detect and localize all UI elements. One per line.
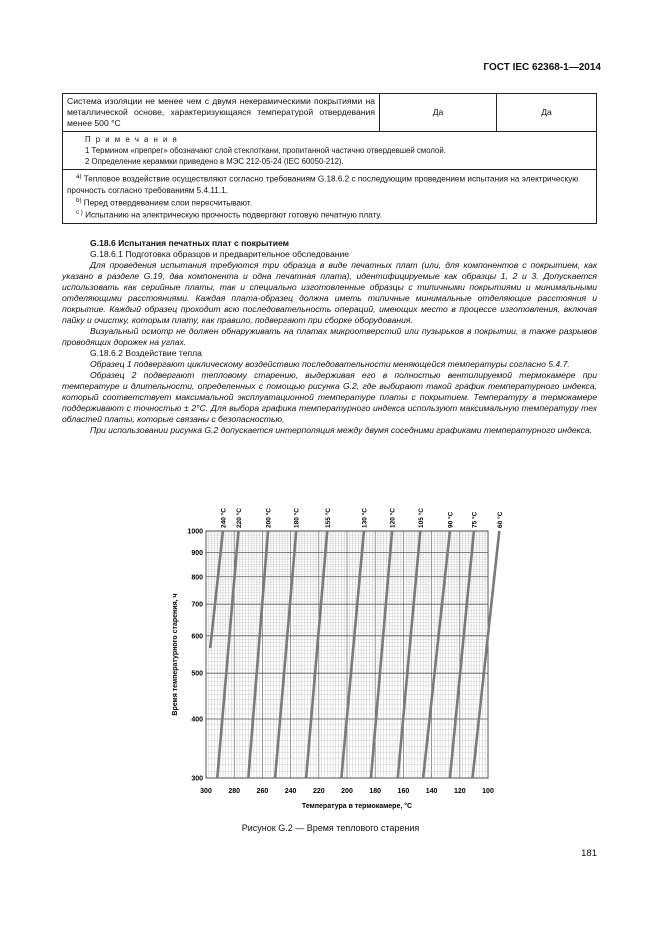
paragraph: Визуальный осмотр не должен обнаруживать на платах микроотверстий или пузырьков в покрытии, а также разрывов проводящих дорожек на углах. xyxy=(62,326,597,347)
section-heading: G.18.6 Испытания печатных плат с покрытием xyxy=(90,238,290,248)
series-label: 220 °С xyxy=(235,508,243,528)
footnote-text: Тепловое воздействие осуществляют согласно требованиям G.18.6.2 с последующим проведением испытания на электрическую прочность согласно требованиям 5.4.11.1. xyxy=(67,174,579,195)
series-label: 90 °С xyxy=(447,511,455,528)
table-cell-description: Система изоляции не менее чем с двумя некерамическими покрытиями на металлической основе, характеризующаяся температурой отвердевания менее 500 °С xyxy=(63,94,380,132)
y-tick-label: 800 xyxy=(191,574,203,582)
figure-caption: Рисунок G.2 — Время теплового старения xyxy=(241,823,420,833)
footnote-text: Перед отвердеванием слои пересчитывают. xyxy=(83,198,252,208)
x-tick-label: 120 xyxy=(453,788,466,795)
x-tick-label: 220 xyxy=(312,788,325,795)
series-label: 155 °С xyxy=(324,508,332,528)
series-label: 105 °С xyxy=(417,508,425,528)
footnote-mark: b) xyxy=(76,197,82,204)
x-axis-label: Температура в термокамере, °С xyxy=(301,803,413,810)
x-tick-label: 280 xyxy=(228,788,241,795)
y-tick-label: 600 xyxy=(191,633,203,641)
x-tick-label: 260 xyxy=(256,788,269,795)
subsection-heading: G.18.6.1 Подготовка образцов и предварительное обследование xyxy=(90,249,350,259)
y-tick-label: 400 xyxy=(191,716,203,724)
x-tick-label: 140 xyxy=(425,788,438,795)
series-label: 180 °С xyxy=(293,508,301,528)
table-cell-value-1: Да xyxy=(380,94,497,132)
note-item: 2 Определение керамики приведено в МЭС 212-05-24 (IEC 60050-212). xyxy=(85,157,344,166)
document-header: ГОСТ IEC 62368-1—2014 xyxy=(483,62,601,73)
footnote-text: Испытанию на электрическую прочность подвергают готовую печатную плату. xyxy=(85,211,382,221)
x-tick-label: 300 xyxy=(200,788,212,795)
table-cell-value-2: Да xyxy=(497,94,597,132)
x-tick-label: 240 xyxy=(284,788,297,795)
footnote-mark: a) xyxy=(76,174,82,180)
y-tick-label: 700 xyxy=(191,601,203,609)
y-tick-label: 500 xyxy=(191,670,203,678)
paragraph: Образец 2 подвергают тепловому старению, выдерживая его в полностью вентилируемой термокамере при температуре и длительности, определенных с помощью рисунка G.2, где выбирают такой график температурного индекса, который соответствует максимальной эксплуатационной температуре платы с покрытием. Температуру в термокамере поддерживают с точностью ± 2°С. Для выбора графика температурного индекса используют максимальную температуру тех областей платы, которые связаны с безопасностью. xyxy=(62,370,597,424)
series-label: 120 °С xyxy=(389,508,397,528)
series-label: 75 °С xyxy=(471,511,479,528)
note-item: 1 Термином «препрег» обозначают слой стеклоткани, пропитанной частично отвердевшей смолой. xyxy=(85,146,446,155)
x-tick-label: 160 xyxy=(397,788,410,795)
notes-title: П р и м е ч а н и я xyxy=(85,135,179,144)
paragraph: Образец 1 подвергают циклическому воздействию последовательности меняющейся температуры согласно 5.4.7. xyxy=(90,359,570,369)
paragraph: Для проведения испытания требуются три образца в виде печатных плат (или, для компонентов с покрытием, как указано в разделе G.19, два компонента и одна печатная плата), идентифицируемые как образцы 1, 2 и 3. Допускается использовать как серийные платы, так и специально изготовленные образцы с типичными покрытиями и минимальными отделяющими расстояниями. Каждая плата-образец должна иметь типичные минимальные отделяющие расстояния и покрытие. Каждый образец проходит всю последовательность операций, имеющих место в процессе изготовления, включая пайку и очистку, которым плату, как правило, подвергают при сборке оборудования. xyxy=(62,260,597,325)
paragraph: При использовании рисунка G.2 допускается интерполяция между двумя соседними графиками температурного индекса. xyxy=(90,425,593,435)
page-number: 181 xyxy=(581,848,597,859)
subsection-heading: G.18.6.2 Воздействие тепла xyxy=(90,348,202,358)
series-label: 200 °С xyxy=(265,508,273,528)
series-label: 130 °С xyxy=(361,508,369,528)
y-tick-label: 300 xyxy=(191,775,203,783)
series-label: 60 °С xyxy=(496,511,504,528)
y-tick-label: 1000 xyxy=(187,528,203,536)
y-axis-label: Время температурного старения, ч xyxy=(172,593,179,716)
x-tick-label: 200 xyxy=(341,788,353,795)
y-tick-label: 900 xyxy=(191,550,203,558)
x-tick-label: 100 xyxy=(482,788,494,795)
series-label: 240 °С xyxy=(220,508,228,528)
x-tick-label: 180 xyxy=(369,788,382,795)
footnote-mark: c ) xyxy=(76,210,83,217)
